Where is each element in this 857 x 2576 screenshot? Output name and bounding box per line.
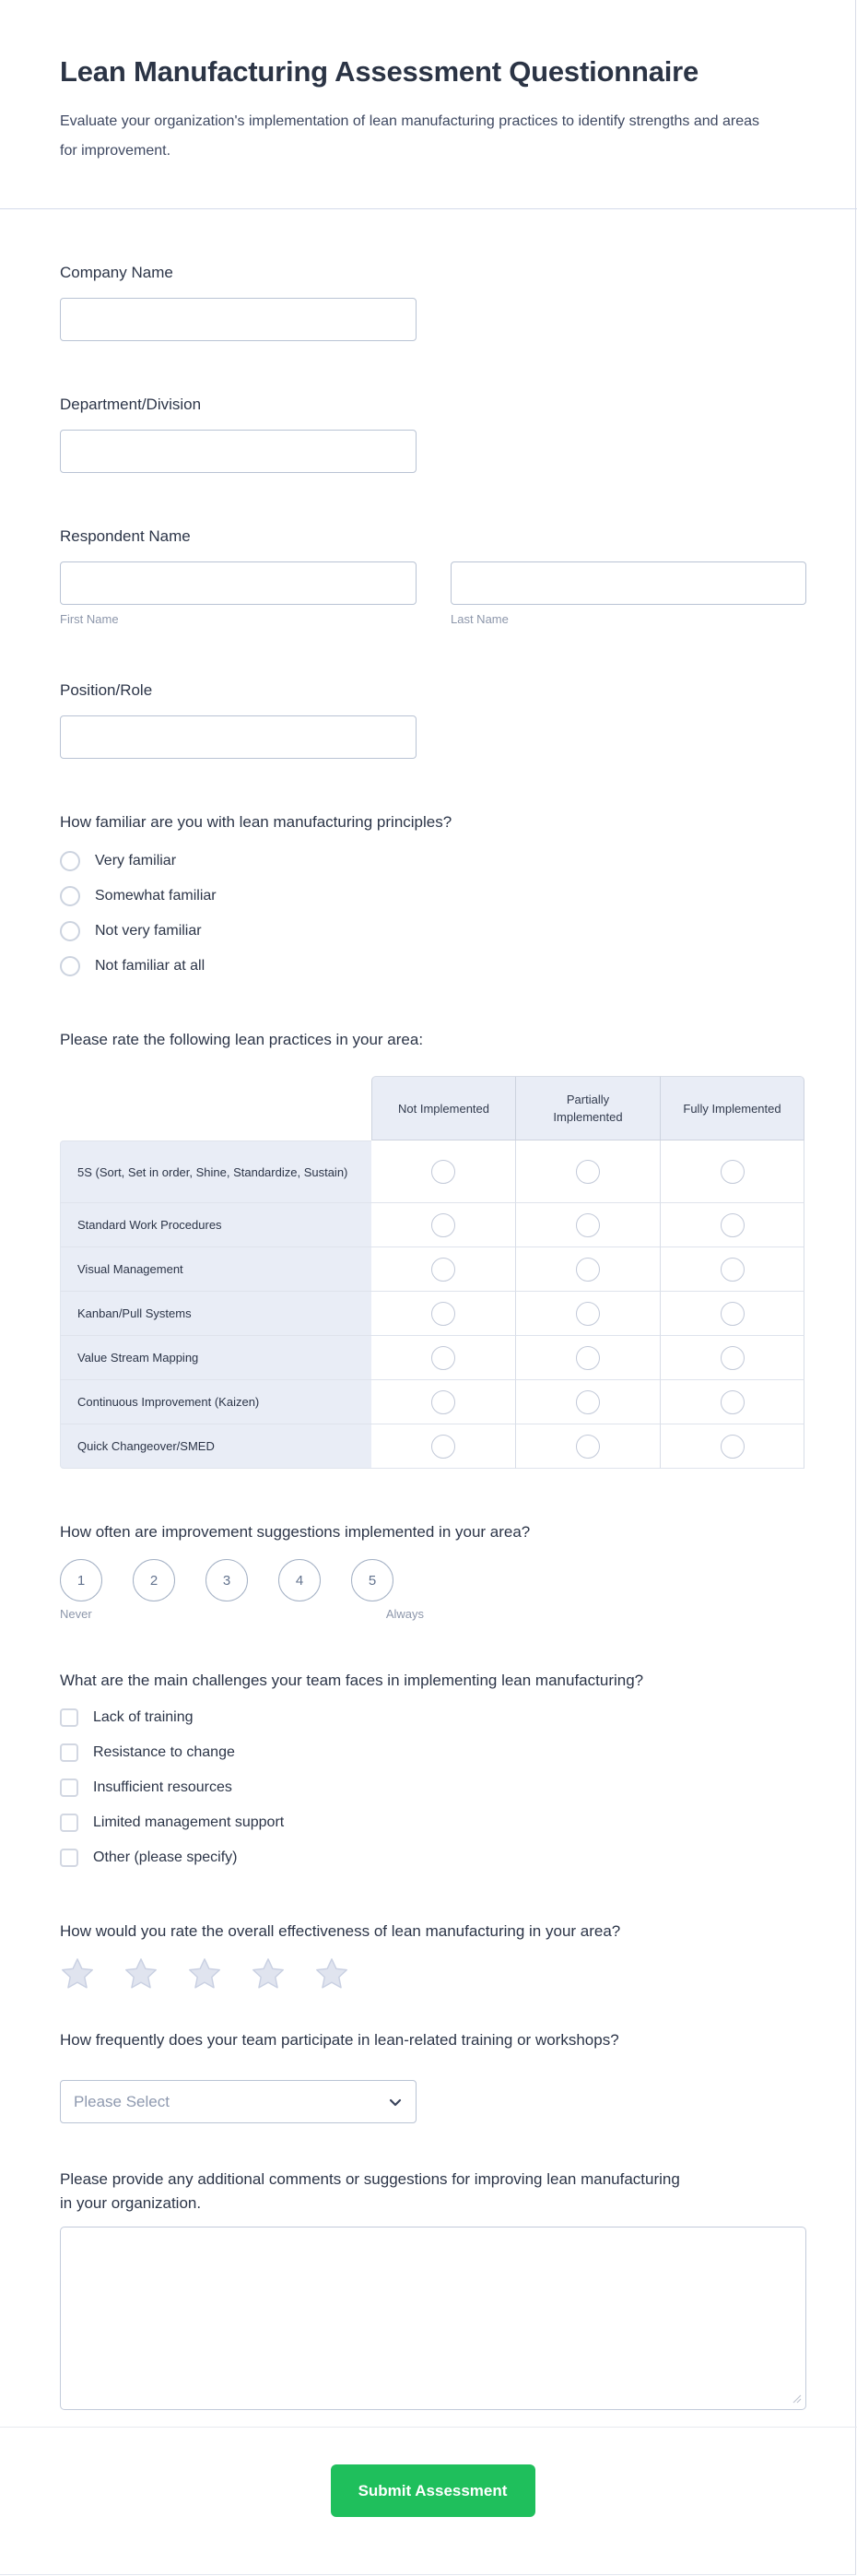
scale-option-2[interactable]: 2 [133,1559,175,1601]
radio-icon[interactable] [431,1390,455,1414]
matrix-row-label: Visual Management [60,1247,371,1292]
radio-icon[interactable] [60,886,80,906]
familiarity-question-group [60,810,805,984]
matrix-radio-cell[interactable] [371,1203,516,1247]
department-label: Department/Division [60,396,202,413]
checkbox-icon[interactable] [60,1849,78,1867]
company-name-label: Company Name [60,264,173,281]
scale-option-4[interactable]: 4 [278,1559,321,1601]
training-frequency-group [60,2028,805,2123]
respondent-name-field [60,525,805,627]
challenges-question: What are the main challenges your team faces in implementing lean manufacturing? [60,1672,644,1689]
challenge-option-lack-of-training[interactable] [60,1700,805,1735]
matrix-col-header-not-implemented: Not Implemented [371,1076,516,1140]
first-name-input[interactable] [60,561,417,605]
familiarity-option-not-at-all[interactable] [60,949,805,984]
familiarity-option-label: Not familiar at all [95,958,205,974]
scale-option-1[interactable]: 1 [60,1559,102,1601]
radio-icon[interactable] [721,1160,745,1184]
header-divider [0,208,857,209]
matrix-radio-cell[interactable] [371,1424,516,1469]
matrix-radio-cell[interactable] [371,1380,516,1424]
form-subtitle: Evaluate your organization's implementation of lean manufacturing practices to identify strengths and areas for improvement. [60,113,760,159]
challenge-option-resources[interactable] [60,1770,805,1805]
matrix-radio-cell[interactable] [371,1336,516,1380]
matrix-radio-cell[interactable] [371,1292,516,1336]
challenge-option-other[interactable] [60,1840,805,1875]
radio-icon[interactable] [576,1160,600,1184]
last-name-sublabel: Last Name [451,612,509,626]
scale-option-3[interactable]: 3 [205,1559,248,1601]
star-rating [60,1956,805,1991]
position-input[interactable] [60,715,417,759]
challenge-option-label: Resistance to change [93,1744,235,1760]
radio-icon[interactable] [721,1390,745,1414]
scale-min-label: Never [60,1607,92,1621]
comments-textarea[interactable] [60,2227,806,2410]
matrix-radio-cell[interactable] [661,1380,804,1424]
comments-question: Please provide any additional comments or suggestions for improving lean manufacturing in your organization. [60,2170,680,2212]
familiarity-option-not-very[interactable] [60,914,805,949]
radio-icon[interactable] [721,1435,745,1459]
radio-icon[interactable] [431,1435,455,1459]
select-placeholder: Please Select [74,2092,170,2110]
radio-icon[interactable] [60,956,80,976]
footer-divider [0,2427,857,2428]
scale-question: How often are improvement suggestions implemented in your area? [60,1523,531,1541]
radio-icon[interactable] [721,1302,745,1326]
chevron-down-icon [388,2095,403,2109]
star-icon[interactable] [314,1956,349,1991]
familiarity-option-somewhat[interactable] [60,879,805,914]
checkbox-icon[interactable] [60,1743,78,1762]
matrix-radio-cell[interactable] [516,1380,661,1424]
matrix-question-group [60,1028,805,1469]
company-name-input[interactable] [60,298,417,341]
checkbox-icon[interactable] [60,1778,78,1797]
challenge-option-label: Limited management support [93,1814,285,1830]
radio-icon[interactable] [721,1213,745,1237]
matrix-radio-cell[interactable] [516,1203,661,1247]
challenge-option-label: Lack of training [93,1709,194,1725]
effectiveness-question: How would you rate the overall effectiveness of lean manufacturing in your area? [60,1922,621,1940]
matrix-radio-cell[interactable] [661,1140,804,1203]
matrix-row-label: Standard Work Procedures [60,1203,371,1247]
matrix-corner-cell [60,1076,371,1140]
matrix-row-label: Quick Changeover/SMED [60,1424,371,1469]
radio-icon[interactable] [431,1213,455,1237]
radio-icon[interactable] [431,1302,455,1326]
matrix-row-label: 5S (Sort, Set in order, Shine, Standardize, Sustain) [60,1140,371,1203]
radio-icon[interactable] [576,1346,600,1370]
familiarity-option-label: Very familiar [95,853,177,869]
radio-icon[interactable] [60,851,80,871]
star-icon[interactable] [187,1956,222,1991]
effectiveness-question-group [60,1920,805,1991]
challenge-option-label: Other (please specify) [93,1849,238,1865]
scale-option-5[interactable]: 5 [351,1559,393,1601]
matrix-radio-cell[interactable] [661,1247,804,1292]
radio-icon[interactable] [576,1302,600,1326]
challenge-option-resistance[interactable] [60,1735,805,1770]
first-name-group [60,561,417,627]
radio-icon[interactable] [576,1435,600,1459]
scale-max-label: Always [385,1607,424,1621]
challenge-option-management[interactable] [60,1805,805,1840]
matrix-radio-cell[interactable] [661,1424,804,1469]
star-icon[interactable] [251,1956,286,1991]
radio-icon[interactable] [431,1258,455,1282]
position-field [60,679,805,759]
training-frequency-question: How frequently does your team participate in lean-related training or workshops? [60,2031,619,2049]
department-input[interactable] [60,430,417,473]
matrix-row-label: Kanban/Pull Systems [60,1292,371,1336]
matrix-radio-cell[interactable] [661,1292,804,1336]
matrix-radio-cell[interactable] [661,1203,804,1247]
radio-icon[interactable] [576,1213,600,1237]
resize-handle-icon[interactable] [792,2394,802,2404]
radio-icon[interactable] [576,1390,600,1414]
department-field [60,393,805,473]
matrix-radio-cell[interactable] [371,1140,516,1203]
matrix-col-header-partially-implemented: Partially Implemented [516,1076,661,1140]
matrix-radio-cell[interactable] [371,1247,516,1292]
matrix-col-header-fully-implemented: Fully Implemented [661,1076,804,1140]
familiarity-question: How familiar are you with lean manufacturing principles? [60,813,452,831]
familiarity-option-label: Not very familiar [95,923,202,939]
matrix-radio-cell[interactable] [516,1336,661,1380]
first-name-sublabel: First Name [60,612,119,626]
radio-icon[interactable] [721,1258,745,1282]
matrix-radio-cell[interactable] [516,1424,661,1469]
scale-question-group [60,1520,805,1621]
respondent-name-label: Respondent Name [60,527,191,545]
comments-group [60,2168,805,2410]
matrix-table [60,1076,804,1469]
star-icon[interactable] [123,1956,158,1991]
matrix-radio-cell[interactable] [661,1336,804,1380]
matrix-radio-cell[interactable] [516,1140,661,1203]
familiarity-option-very[interactable] [60,844,805,879]
checkbox-icon[interactable] [60,1814,78,1832]
challenges-question-group [60,1669,805,1875]
matrix-radio-cell[interactable] [516,1292,661,1336]
radio-icon[interactable] [431,1160,455,1184]
position-label: Position/Role [60,681,153,699]
radio-icon[interactable] [576,1258,600,1282]
radio-icon[interactable] [60,921,80,941]
challenge-option-label: Insufficient resources [93,1779,232,1795]
form-title: Lean Manufacturing Assessment Questionnaire [60,55,699,88]
submit-button[interactable]: Submit Assessment [331,2464,535,2517]
company-name-field [60,261,805,341]
last-name-group [451,561,806,627]
radio-icon[interactable] [431,1346,455,1370]
familiarity-option-label: Somewhat familiar [95,888,217,904]
matrix-question: Please rate the following lean practices in your area: [60,1031,424,1048]
training-frequency-select[interactable] [60,2080,417,2123]
matrix-radio-cell[interactable] [516,1247,661,1292]
checkbox-icon[interactable] [60,1708,78,1727]
radio-icon[interactable] [721,1346,745,1370]
matrix-row-label: Value Stream Mapping [60,1336,371,1380]
star-icon[interactable] [60,1956,95,1991]
last-name-input[interactable] [451,561,806,605]
matrix-row-label: Continuous Improvement (Kaizen) [60,1380,371,1424]
